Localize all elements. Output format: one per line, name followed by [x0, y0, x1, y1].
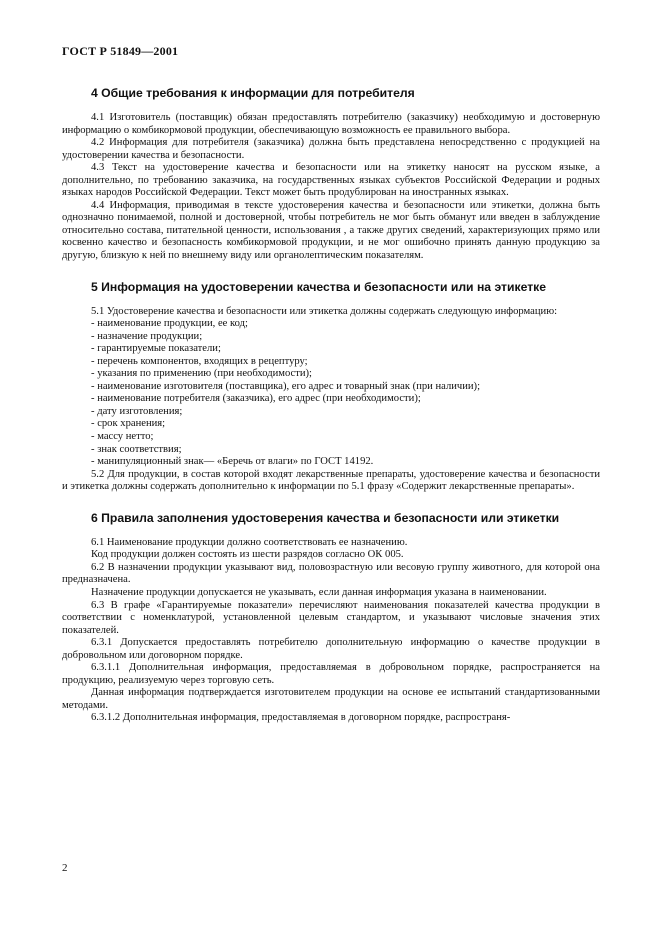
paragraph-6-3-1-2: 6.3.1.2 Дополнительная информация, предоставляемая в договорном порядке, распространя- — [91, 712, 511, 724]
list-item: - знак соответствия; — [91, 444, 600, 457]
paragraph-5-1: 5.1 Удостоверение качества и безопасности или этикетка должны содержать следующую информацию: — [91, 305, 558, 317]
document-code-header: ГОСТ Р 51849—2001 — [62, 44, 179, 58]
paragraph-4-4: 4.4 Информация, приводимая в тексте удостоверения качества и безопасности или этикетки, должна быть однозначно понимаемой, полной и достоверной, чтобы потребитель не мог быть обманут или введен в заблуждение относительно состава, питательной ценности, использования , а также других сведений, характеризующих прямо или косвенно качество и безопасность комбикормовой продукции, и не мог ошибочно принять данную продукцию за другую, близкую к ней по внешнему виду или органолептическим показателям. — [62, 199, 600, 262]
paragraph-5-2: 5.2 Для продукции, в состав которой входят лекарственные препараты, удостоверение качества и безопасности и этикетка должны содержать дополнительно к информации по 5.1 фразу «Содержит лекарственные препараты». — [62, 468, 600, 493]
list-item: - манипуляционный знак— «Беречь от влаги» по ГОСТ 14192. — [91, 456, 600, 469]
paragraph-6-3-1-1-note: Данная информация подтверждается изготовителем продукции на основе ее испытаний стандартизованными методами. — [62, 687, 600, 711]
list-item: - указания по применению (при необходимости); — [91, 368, 600, 381]
list-item: - наименование продукции, ее код; — [91, 318, 600, 331]
paragraph-4-3: 4.3 Текст на удостоверение качества и безопасности или на этикетку наносят на русском языке, а дополнительно, по требованию заказчика, на государственных языках субъектов Российской Федерации и родных языках народов Российской Федерации. Текст может быть продублирован на иностранных языках. — [62, 162, 600, 199]
paragraph-6-1-code: Код продукции должен состоять из шести разрядов согласно ОК 005. — [91, 549, 404, 561]
paragraph-6-3-1-1: 6.3.1.1 Дополнительная информация, предоставляемая в добровольном порядке, распространяется на продукцию, реализуемую через торговую сеть. — [62, 662, 600, 686]
paragraph-6-3-1: 6.3.1 Допускается предоставлять потребителю дополнительную информацию о качестве продукции в добровольном или договорном порядке. — [62, 637, 600, 661]
section-5-title: 5 Информация на удостоверении качества и безопасности или на этикетке — [91, 279, 547, 294]
list-item: - срок хранения; — [91, 418, 600, 431]
section-4 — [62, 86, 600, 263]
page-number: 2 — [62, 862, 68, 874]
paragraph-6-2: 6.2 В назначении продукции указывают вид, половозрастную или весовую группу животного, для которой она предназначена. — [62, 561, 600, 586]
paragraph-4-2: 4.2 Информация для потребителя (заказчика) должна быть представлена непосредственно с продукцией на удостоверении качества и безопасности. — [62, 137, 600, 161]
paragraph-6-3: 6.3 В графе «Гарантируемые показатели» перечисляют наименования показателей качества продукции в соответствии с номенклатурой, установленной целевым стандартом, и указывают числовые значения этих показателей. — [62, 599, 600, 636]
paragraph-4-1: 4.1 Изготовитель (поставщик) обязан предоставлять потребителю (заказчику) необходимую и достоверную информацию о комбикормовой продукции, обеспечивающую возможность ее правильного выбора. — [62, 112, 600, 136]
paragraph-6-1: 6.1 Наименование продукции должно соответствовать ее назначению. — [91, 536, 408, 548]
list-item: - дату изготовления; — [91, 406, 600, 419]
list-item: - наименование изготовителя (поставщика), его адрес и товарный знак (при наличии); — [91, 381, 600, 394]
required-info-list — [62, 318, 600, 469]
list-item: - назначение продукции; — [91, 331, 600, 344]
list-item: - массу нетто; — [91, 431, 600, 444]
page-content — [62, 86, 600, 742]
list-item: - наименование потребителя (заказчика), его адрес (при необходимости); — [91, 393, 600, 406]
section-6-title: 6 Правила заполнения удостоверения качества и безопасности или этикетки — [91, 510, 560, 525]
paragraph-6-2-note: Назначение продукции допускается не указывать, если данная информация указана в наименовании. — [91, 586, 547, 598]
list-item: - гарантируемые показатели; — [91, 343, 600, 356]
list-item: - перечень компонентов, входящих в рецептуру; — [91, 356, 600, 369]
section-5 — [62, 280, 600, 494]
section-4-title: 4 Общие требования к информации для потребителя — [91, 86, 415, 100]
section-6 — [62, 511, 600, 725]
